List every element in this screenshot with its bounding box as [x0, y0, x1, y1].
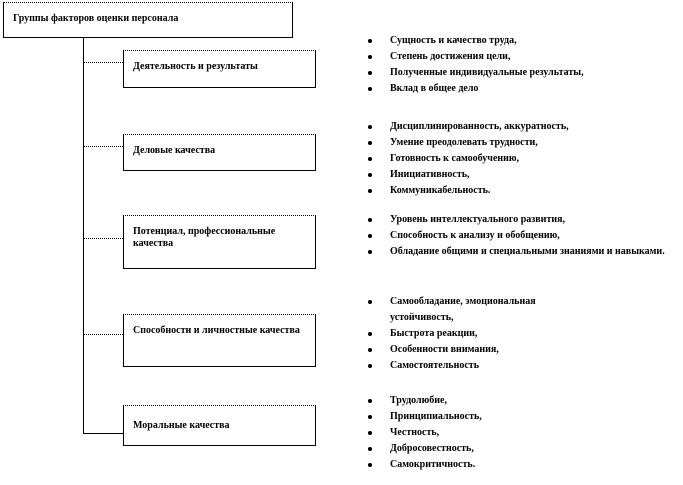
group-label: Моральные качества: [133, 420, 230, 431]
list-item: Особенности внимания,: [366, 342, 591, 358]
group-box-potential: [123, 215, 316, 269]
list-item: Способность к анализу и обобщению,: [366, 228, 666, 244]
connector-4: [84, 334, 123, 335]
list-activity: [366, 33, 656, 97]
group-box-abilities: [123, 314, 316, 367]
list-item: Уровень интеллектуального развития,: [366, 212, 666, 228]
list-item: Обладание общими и специальными знаниями и навыками.: [366, 244, 666, 260]
list-item: Вклад в общее дело: [366, 81, 656, 97]
connector-5: [84, 433, 123, 434]
group-label: Деятельность и результаты: [133, 61, 258, 72]
list-item: Полученные индивидуальные результаты,: [366, 65, 656, 81]
group-label: Потенциал, профессиональные качества: [133, 226, 276, 249]
list-item: Самостоятельность: [366, 358, 591, 374]
connector-3: [84, 238, 123, 239]
connector-2: [84, 146, 123, 147]
list-abilities: [366, 294, 591, 374]
list-item: Готовность к самообучению,: [366, 151, 656, 167]
connector-1: [84, 62, 123, 63]
list-item: Принципиальность,: [366, 409, 656, 425]
group-box-activity: [123, 50, 316, 88]
group-label: Способности и личностные качества: [133, 325, 300, 336]
list-item: Честность,: [366, 425, 656, 441]
list-item: Самообладание, эмоциональная устойчивость,: [366, 294, 591, 326]
list-item: Коммуникабельность.: [366, 183, 656, 199]
list-item: Самокритичность.: [366, 457, 656, 473]
root-box: [3, 2, 293, 38]
list-item: Добросовестность,: [366, 441, 656, 457]
root-title: Группы факторов оценки персонала: [13, 13, 179, 24]
list-item: Быстрота реакции,: [366, 326, 591, 342]
list-potential: [366, 212, 666, 260]
group-box-moral: [123, 405, 316, 446]
list-moral: [366, 393, 656, 473]
group-label: Деловые качества: [133, 145, 216, 156]
list-business: [366, 119, 656, 199]
list-item: Умение преодолевать трудности,: [366, 135, 656, 151]
trunk-line: [83, 37, 84, 434]
list-item: Сущность и качество труда,: [366, 33, 656, 49]
list-item: Степень достижения цели,: [366, 49, 656, 65]
list-item: Трудолюбие,: [366, 393, 656, 409]
list-item: Дисциплинированность, аккуратность,: [366, 119, 656, 135]
list-item: Инициативность,: [366, 167, 656, 183]
group-box-business: [123, 134, 316, 171]
